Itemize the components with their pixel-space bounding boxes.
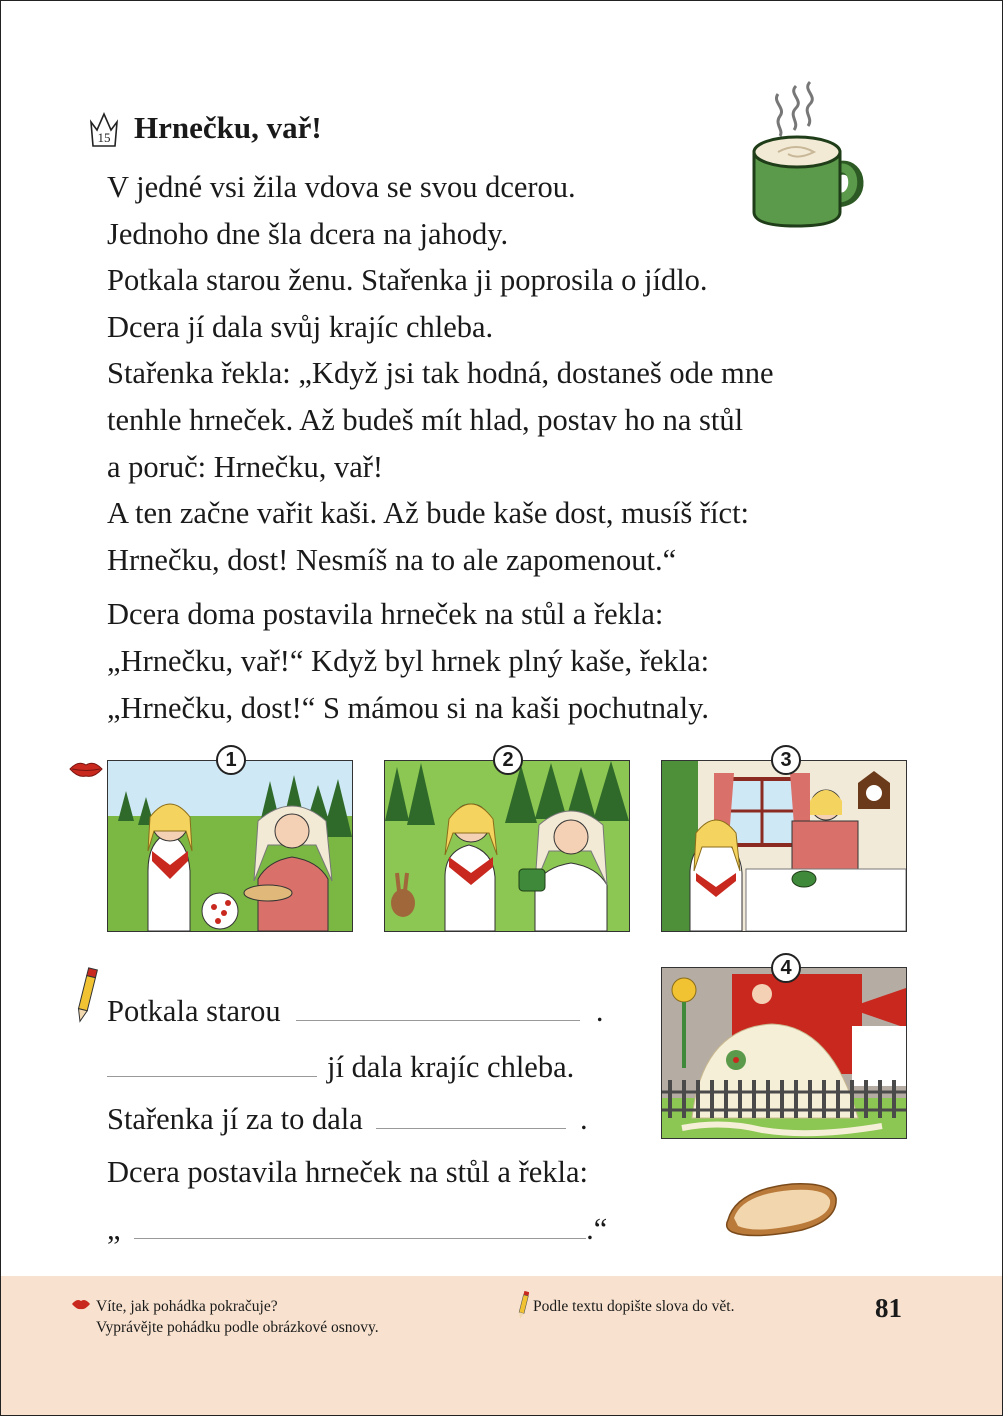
exercise-text: Potkala starou — [107, 994, 281, 1028]
pencil-icon — [517, 1290, 529, 1320]
story-line: Hrnečku, dost! Nesmíš na to ale zapomenout.“ — [107, 542, 677, 577]
title-row — [88, 108, 322, 148]
story-text — [107, 164, 927, 731]
pencil-icon — [74, 966, 98, 1024]
exercise-line-2 — [107, 1049, 574, 1085]
story-line: Jednoho dne šla dcera na jahody. — [107, 216, 509, 251]
page-title: Hrnečku, vař! — [134, 110, 322, 145]
story-line: Potkala starou ženu. Stařenka ji poprosila o jídlo. — [107, 263, 708, 298]
footer — [1, 1276, 1002, 1415]
picture-number: 1 — [216, 745, 246, 775]
story-line: Stařenka řekla: „Když jsi tak hodná, dostaneš ode mne — [107, 356, 774, 391]
picture-3 — [661, 760, 907, 932]
exercise-text: .“ — [586, 1212, 608, 1246]
picture-number: 2 — [493, 745, 523, 775]
page-number: 81 — [875, 1293, 902, 1323]
exercise-text: . — [580, 1102, 588, 1136]
exercise-line-5 — [107, 1211, 607, 1247]
lips-icon — [71, 1298, 91, 1310]
picture-number: 4 — [771, 953, 801, 983]
answer-blank[interactable] — [376, 1108, 566, 1129]
answer-blank[interactable] — [107, 1056, 317, 1077]
exercise-line-1 — [107, 993, 604, 1029]
picture-2 — [384, 760, 630, 932]
picture-number: 3 — [771, 745, 801, 775]
footer-text: Víte, jak pohádka pokračuje? — [96, 1298, 278, 1315]
footer-instructions — [96, 1296, 379, 1338]
story-line: tenhle hrneček. Až budeš mít hlad, postav ho na stůl — [107, 402, 744, 437]
bread-illustration — [722, 1176, 842, 1240]
answer-blank[interactable] — [134, 1218, 586, 1239]
story-line: „Hrnečku, dost!“ S mámou si na kaši pochutnaly. — [107, 690, 709, 725]
picture-4 — [661, 967, 907, 1139]
picture-1 — [107, 760, 353, 932]
story-line: Dcera doma postavila hrneček na stůl a řekla: — [107, 597, 664, 632]
exercise-text: „ — [107, 1212, 121, 1246]
story-line: V jedné vsi žila vdova se svou dcerou. — [107, 170, 576, 204]
exercise-text: jí dala krajíc chleba. — [327, 1050, 575, 1084]
story-line: „Hrnečku, vař!“ Když byl hrnek plný kaše, řekla: — [107, 643, 710, 678]
exercise-line-4: Dcera postavila hrneček na stůl a řekla: — [107, 1155, 589, 1189]
story-line: a poruč: Hrnečku, vař! — [107, 449, 384, 484]
footer-writing-instruction: Podle textu dopište slova do vět. — [533, 1298, 735, 1315]
exercise-line-3 — [107, 1101, 588, 1137]
exercise-text: Stařenka jí za to dala — [107, 1102, 363, 1136]
track-number: 15 — [97, 130, 111, 145]
crown-icon — [88, 108, 120, 148]
exercise-text: . — [595, 994, 604, 1028]
footer-text: Vyprávějte pohádku podle obrázkové osnovy. — [96, 1319, 379, 1336]
answer-blank[interactable] — [296, 1000, 580, 1021]
story-line: Dcera jí dala svůj krajíc chleba. — [107, 309, 494, 344]
story-line: A ten začne vařit kaši. Až bude kaše dost, musíš říct: — [107, 496, 750, 531]
lips-icon — [68, 760, 104, 778]
